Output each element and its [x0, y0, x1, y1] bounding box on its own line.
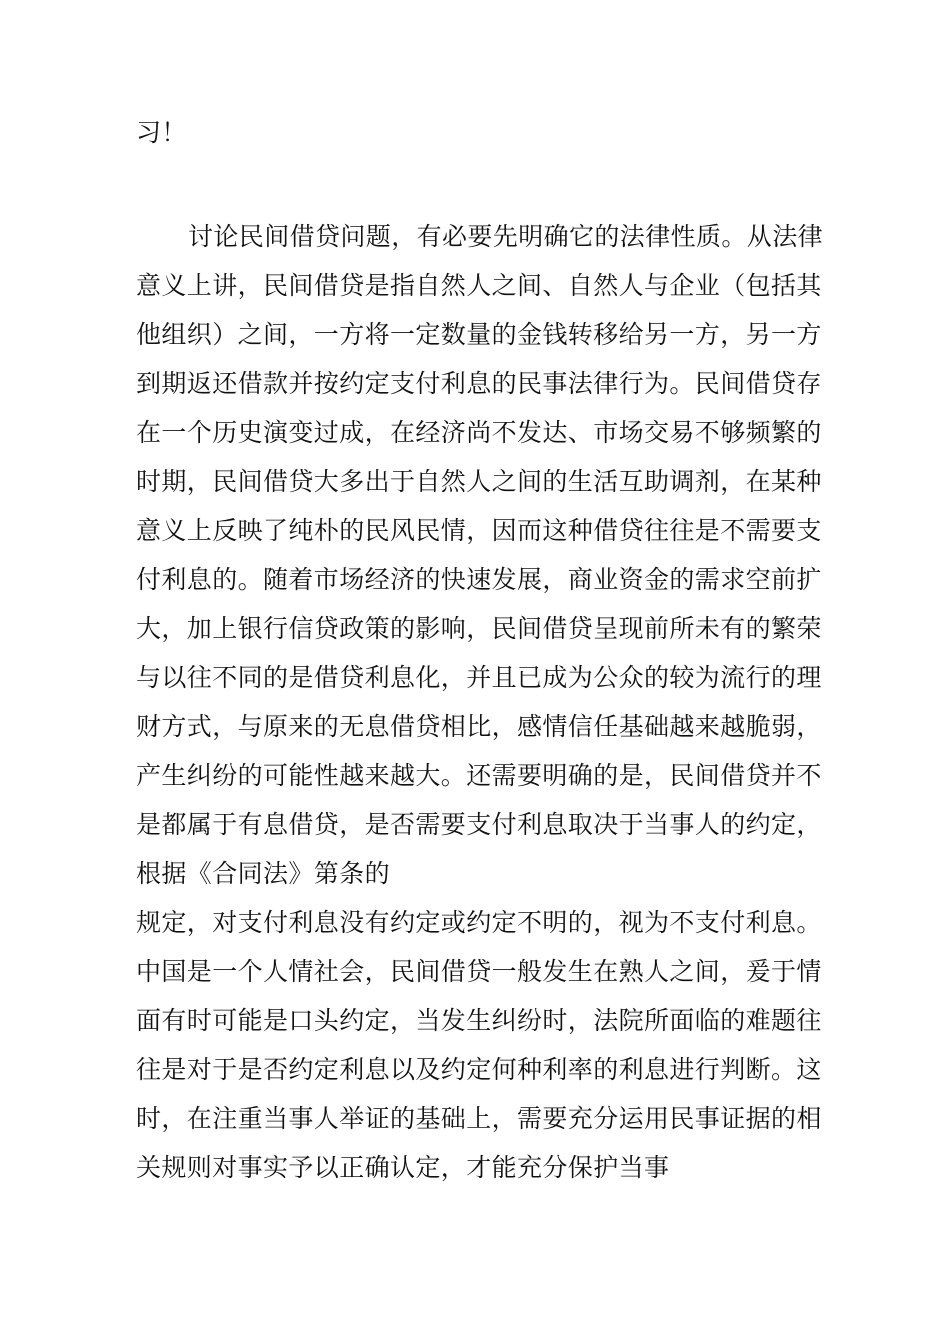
- text-line-20: 时，在注重当事人举证的基础上，需要充分运用民事证据的相: [136, 1104, 822, 1133]
- text-line-13: 产生纠纷的可能性越来越大。还需要明确的是，民间借贷并不: [136, 761, 822, 790]
- text-line-5: 到期返还借款并按约定支付利息的民事法律行为。民间借贷存: [136, 369, 822, 398]
- text-line-15: 根据《合同法》第条的: [136, 859, 391, 888]
- text-line-8: 意义上反映了纯朴的民风民情，因而这种借贷往往是不需要支: [136, 516, 822, 545]
- text-line-4: 他组织）之间，一方将一定数量的金钱转移给另一方，另一方: [136, 320, 822, 349]
- text-line-17: 中国是一个人情社会，民间借贷一般发生在熟人之间，爰于情: [136, 957, 822, 986]
- text-line-18: 面有时可能是口头约定，当发生纠纷时，法院所面临的难题往: [136, 1006, 822, 1035]
- text-line-1: 习！: [136, 118, 187, 147]
- text-line-11: 与以往不同的是借贷利息化，并且已成为公众的较为流行的理: [136, 663, 822, 692]
- text-line-9: 付利息的。随着市场经济的快速发展，商业资金的需求空前扩: [136, 565, 822, 594]
- text-line-7: 时期，民间借贷大多出于自然人之间的生活互助调剂，在某种: [136, 467, 822, 496]
- text-line-19: 往是对于是否约定利息以及约定何种利率的利息进行判断。这: [136, 1055, 822, 1084]
- text-line-3: 意义上讲，民间借贷是指自然人之间、自然人与企业（包括其: [136, 271, 822, 300]
- text-line-10: 大，加上银行信贷政策的影响，民间借贷呈现前所未有的繁荣: [136, 614, 822, 643]
- text-line-14: 是都属于有息借贷，是否需要支付利息取决于当事人的约定，: [136, 810, 822, 839]
- text-line-16: 规定，对支付利息没有约定或约定不明的，视为不支付利息。: [136, 908, 822, 937]
- text-line-12: 财方式，与原来的无息借贷相比，感情信任基础越来越脆弱，: [136, 712, 822, 741]
- paragraph-first-line: 讨论民间借贷问题，有必要先明确它的法律性质。从法律: [188, 222, 824, 251]
- text-line-21: 关规则对事实予以正确认定，才能充分保护当事: [136, 1153, 670, 1182]
- text-line-6: 在一个历史演变过成，在经济尚不发达、市场交易不够频繁的: [136, 418, 822, 447]
